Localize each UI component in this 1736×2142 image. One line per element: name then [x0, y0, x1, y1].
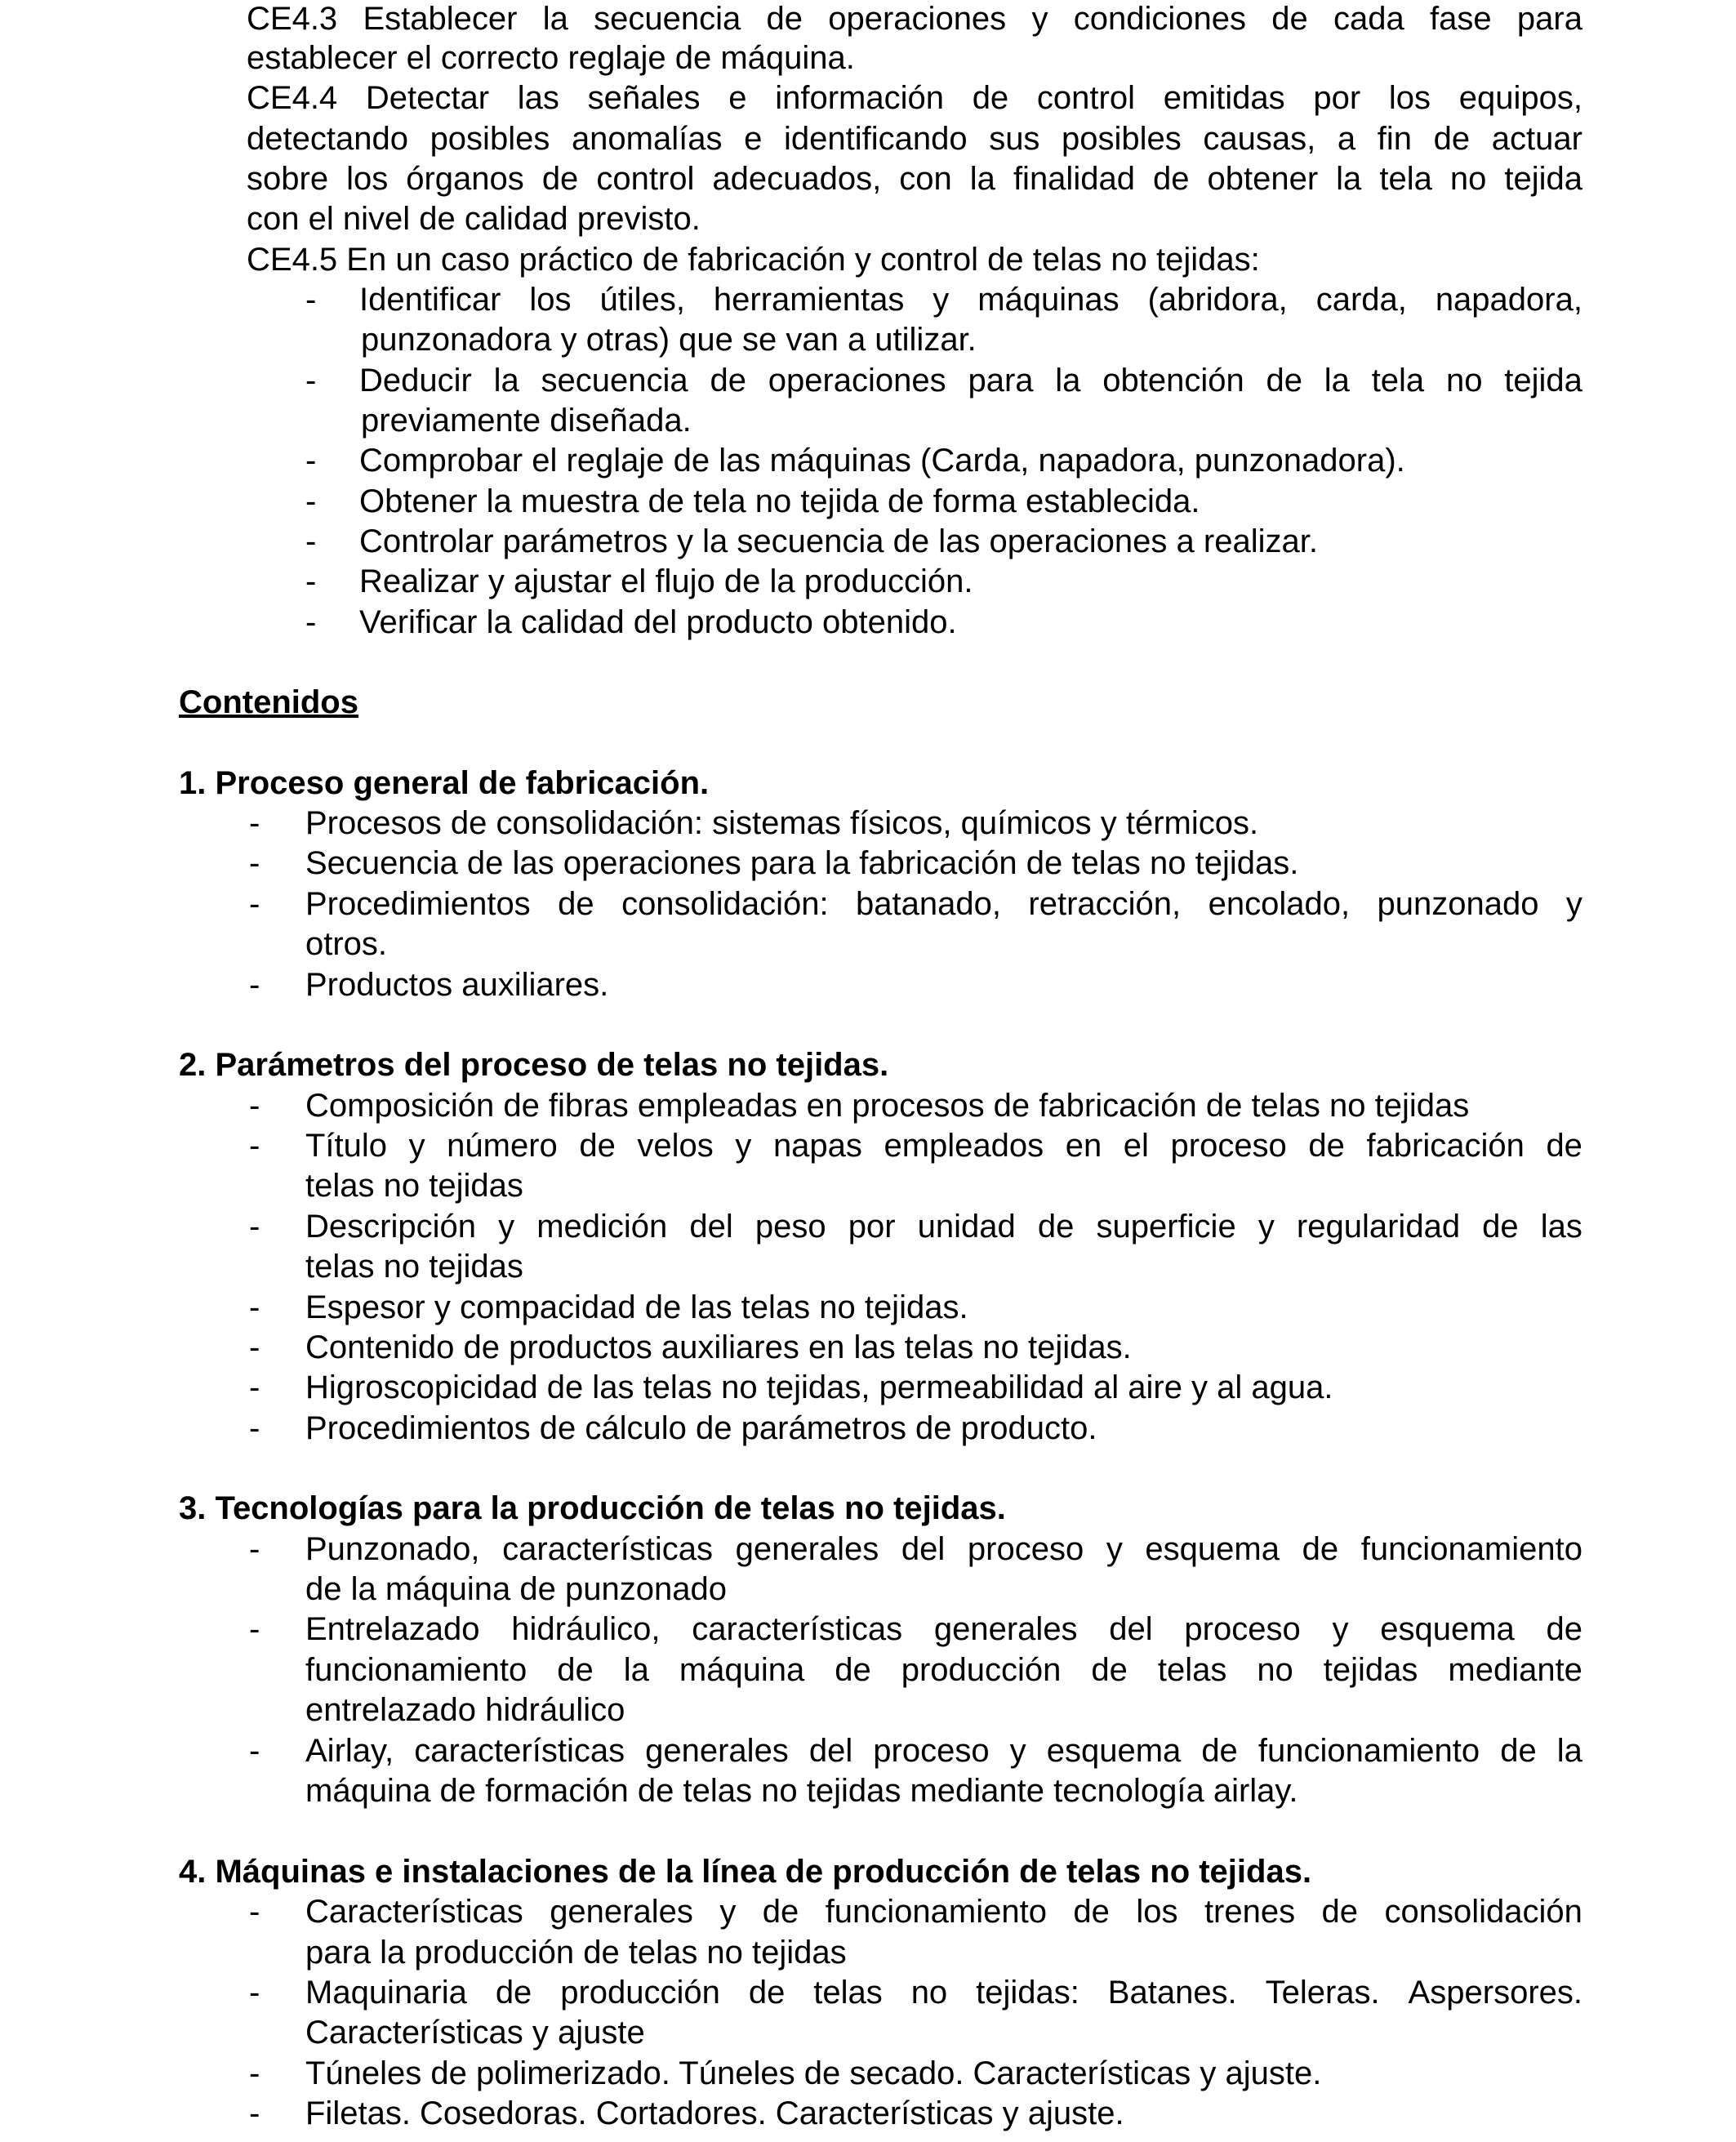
section-2-bullet-dash: - — [249, 1209, 260, 1245]
word: fin — [1377, 121, 1412, 157]
word: tejida — [1504, 161, 1582, 197]
section-2-item-2-line-2: telas no tejidas — [305, 1168, 523, 1204]
ce45-item-4: Obtener la muestra de tela no tejida de forma establecida. — [359, 483, 1200, 519]
section-4-item-2-line-1 — [305, 1972, 1582, 2013]
word: por — [1313, 80, 1361, 116]
word: Teleras. — [1265, 1975, 1380, 2011]
word: de — [766, 1, 803, 37]
section-2-item-6: Higroscopicidad de las telas no tejidas, permeabilidad al aire y al agua. — [305, 1369, 1333, 1405]
word: de — [1271, 1, 1308, 37]
word: condiciones — [1073, 1, 1246, 37]
word: generales — [550, 1894, 693, 1930]
word: el — [1123, 1128, 1149, 1164]
word: batanado, — [856, 886, 1001, 922]
ce44-line-4: con el nivel de calidad previsto. — [247, 201, 701, 237]
word: los — [529, 282, 572, 318]
ce43-line-1 — [247, 0, 1582, 39]
word: anomalías — [571, 121, 723, 157]
word: causas, — [1203, 121, 1316, 157]
word: de — [1152, 161, 1190, 197]
word: finalidad — [1013, 161, 1135, 197]
word: identificando — [783, 121, 968, 157]
ce45-bullet-dash: - — [305, 523, 317, 559]
ce45-bullet-dash: - — [305, 282, 317, 318]
word: de — [579, 1128, 616, 1164]
word: secuencia — [541, 363, 688, 399]
word: máquina — [679, 1652, 805, 1688]
word: esquema — [1380, 1611, 1515, 1647]
word: las — [1540, 1209, 1582, 1245]
word: Entrelazado — [305, 1611, 480, 1647]
word: de — [1201, 1733, 1238, 1769]
word: regularidad — [1296, 1209, 1461, 1245]
word: de — [1433, 121, 1471, 157]
word: Maquinaria — [305, 1975, 467, 2011]
word: de — [1266, 363, 1302, 399]
ce45-item-6: Realizar y ajustar el flujo de la producción. — [359, 563, 973, 599]
word: de — [1073, 1894, 1110, 1930]
section-4-bullet-dash: - — [249, 2055, 260, 2091]
word: consolidación — [1384, 1894, 1582, 1930]
word: Descripción — [305, 1209, 476, 1245]
word: y — [933, 282, 950, 318]
word: proceso — [873, 1733, 990, 1769]
section-3-item-1-line-1 — [305, 1529, 1582, 1570]
ce45-item-5: Controlar parámetros y la secuencia de las operaciones a realizar. — [359, 523, 1318, 559]
word: y — [1257, 1209, 1275, 1245]
word: producción — [560, 1975, 720, 2011]
ce45-item-2-line-1 — [359, 360, 1582, 401]
word: número — [447, 1128, 558, 1164]
word: Punzonado, — [305, 1531, 480, 1567]
word: de — [1321, 1894, 1359, 1930]
section-2-item-3-line-1 — [305, 1206, 1582, 1247]
word: funcionamiento — [1360, 1531, 1582, 1567]
word: generales — [645, 1733, 789, 1769]
word: CE4.3 — [247, 1, 338, 37]
word: secuencia — [594, 1, 741, 37]
word: señales — [587, 80, 701, 116]
word: características — [502, 1531, 713, 1567]
word: telas — [813, 1975, 883, 2011]
word: trenes — [1204, 1894, 1296, 1930]
word: encolado, — [1208, 886, 1351, 922]
word: velos — [637, 1128, 714, 1164]
word: funcionamiento — [1257, 1733, 1480, 1769]
word: e — [744, 121, 763, 157]
word: y — [408, 1128, 425, 1164]
word: características — [692, 1611, 903, 1647]
section-3-bullet-dash: - — [249, 1611, 260, 1647]
word: Establecer — [363, 1, 518, 37]
word: telas — [1157, 1652, 1227, 1688]
section-3-title: 3. Tecnologías para la producción de telas no tejidas. — [179, 1490, 1006, 1526]
section-3-item-2-line-2 — [305, 1650, 1582, 1690]
word: de — [748, 1975, 786, 2011]
section-4-item-1-line-1 — [305, 1891, 1582, 1932]
section-4-bullet-dash: - — [249, 1894, 260, 1930]
word: de — [1500, 1733, 1537, 1769]
word: la — [1055, 363, 1081, 399]
word: del — [901, 1531, 946, 1567]
word: tejidas — [1323, 1652, 1418, 1688]
word: Detectar — [365, 80, 490, 116]
section-1-item-3-line-2: otros. — [305, 926, 388, 962]
section-2-item-7: Procedimientos de cálculo de parámetros de producto. — [305, 1410, 1097, 1446]
section-2-item-4: Espesor y compacidad de las telas no tejidas. — [305, 1289, 968, 1325]
word: los — [346, 161, 389, 197]
word: la — [623, 1652, 649, 1688]
word: información — [775, 80, 944, 116]
word: de — [1091, 1652, 1128, 1688]
section-3-item-3-line-2: máquina de formación de telas no tejidas mediante tecnología airlay. — [305, 1773, 1298, 1809]
word: tela — [1379, 161, 1432, 197]
section-2-item-3-line-2: telas no tejidas — [305, 1249, 523, 1285]
word: para — [1516, 1, 1582, 37]
word: medición — [536, 1209, 668, 1245]
word: de — [835, 1652, 871, 1688]
word: de — [762, 1894, 799, 1930]
word: la — [1336, 161, 1362, 197]
section-2-bullet-dash: - — [249, 1128, 260, 1164]
word: de — [1482, 1209, 1519, 1245]
word: sus — [989, 121, 1040, 157]
word: la — [1556, 1733, 1582, 1769]
word: no — [1449, 161, 1487, 197]
word: del — [808, 1733, 853, 1769]
word: hidráulico, — [511, 1611, 661, 1647]
section-3-bullet-dash: - — [249, 1531, 260, 1567]
word: napas — [772, 1128, 862, 1164]
ce45-bullet-dash: - — [305, 563, 317, 599]
word: características — [414, 1733, 625, 1769]
word: cada — [1333, 1, 1404, 37]
section-2-item-2-line-1 — [305, 1125, 1582, 1166]
ce44-line-2 — [247, 118, 1582, 159]
ce44-line-1 — [247, 78, 1582, 118]
word: napadora, — [1435, 282, 1582, 318]
word: no — [1445, 363, 1483, 399]
word: carda, — [1315, 282, 1407, 318]
word: peso — [754, 1209, 826, 1245]
word: punzonado — [1377, 886, 1539, 922]
section-4-item-3: Túneles de polimerizado. Túneles de secado. Características y ajuste. — [305, 2055, 1322, 2091]
word: por — [848, 1209, 896, 1245]
ce45-bullet-dash: - — [305, 604, 317, 640]
word: y — [1009, 1733, 1026, 1769]
section-3-item-3-line-1 — [305, 1730, 1582, 1771]
contenidos-heading: Contenidos — [179, 684, 358, 720]
word: y — [1031, 1, 1048, 37]
word: los — [1388, 80, 1431, 116]
word: tejidas: — [976, 1975, 1079, 2011]
word: unidad — [917, 1209, 1016, 1245]
section-2-item-5: Contenido de productos auxiliares en las telas no tejidas. — [305, 1329, 1132, 1365]
word: empleados — [884, 1128, 1044, 1164]
word: a — [1337, 121, 1356, 157]
word: generales — [933, 1611, 1078, 1647]
word: operaciones — [768, 363, 946, 399]
word: Deducir — [359, 363, 472, 399]
section-1-title: 1. Proceso general de fabricación. — [179, 765, 710, 801]
word: y — [735, 1128, 752, 1164]
word: para — [968, 363, 1034, 399]
word: de — [1546, 1611, 1582, 1647]
word: máquinas — [977, 282, 1119, 318]
word: y — [1332, 1611, 1349, 1647]
word: (abridora, — [1147, 282, 1288, 318]
section-2-title: 2. Parámetros del proceso de telas no tejidas. — [179, 1047, 889, 1083]
word: de — [557, 1652, 594, 1688]
word: y — [1106, 1531, 1123, 1567]
word: de — [1302, 1531, 1339, 1567]
section-3-item-2-line-3: entrelazado hidráulico — [305, 1692, 625, 1728]
section-4-item-2-line-2: Características y ajuste — [305, 2015, 645, 2051]
word: de — [558, 886, 594, 922]
word: fase — [1430, 1, 1492, 37]
word: superficie — [1096, 1209, 1236, 1245]
word: posibles — [430, 121, 550, 157]
section-4-item-1-line-2: para la producción de telas no tejidas — [305, 1935, 847, 1971]
section-1-bullet-dash: - — [249, 886, 260, 922]
word: Aspersores. — [1408, 1975, 1582, 2011]
section-3-bullet-dash: - — [249, 1733, 260, 1769]
word: Batanes. — [1107, 1975, 1237, 2011]
word: de — [1546, 1128, 1582, 1164]
word: control — [1036, 80, 1135, 116]
word: sobre — [247, 161, 329, 197]
word: obtener — [1207, 161, 1319, 197]
ce45-bullet-dash: - — [305, 443, 317, 479]
word: de — [972, 80, 1009, 116]
ce45-bullet-dash: - — [305, 363, 317, 399]
ce45-intro: CE4.5 En un caso práctico de fabricación y control de telas no tejidas: — [247, 242, 1260, 278]
word: con — [899, 161, 952, 197]
section-4-title: 4. Máquinas e instalaciones de la línea de producción de telas no tejidas. — [179, 1854, 1312, 1890]
word: adecuados, — [712, 161, 882, 197]
section-4-bullet-dash: - — [249, 2095, 260, 2131]
word: la — [493, 363, 519, 399]
word: de — [1037, 1209, 1075, 1245]
word: generales — [735, 1531, 879, 1567]
word: Título — [305, 1128, 388, 1164]
word: la — [969, 161, 995, 197]
section-1-bullet-dash: - — [249, 805, 260, 841]
word: de — [710, 363, 746, 399]
word: esquema — [1145, 1531, 1280, 1567]
section-2-bullet-dash: - — [249, 1410, 260, 1446]
word: Procedimientos — [305, 886, 531, 922]
word: CE4.4 — [247, 80, 338, 116]
word: funcionamiento — [825, 1894, 1047, 1930]
word: Airlay, — [305, 1733, 394, 1769]
ce44-line-3 — [247, 158, 1582, 199]
word: operaciones — [828, 1, 1007, 37]
word: y — [1565, 886, 1582, 922]
section-2-bullet-dash: - — [249, 1329, 260, 1365]
section-1-item-1: Procesos de consolidación: sistemas físicos, químicos y térmicos. — [305, 805, 1259, 841]
word: no — [910, 1975, 948, 2011]
section-2-bullet-dash: - — [249, 1088, 260, 1124]
section-1-bullet-dash: - — [249, 967, 260, 1003]
word: de — [541, 161, 579, 197]
word: posibles — [1062, 121, 1182, 157]
word: obtención — [1102, 363, 1244, 399]
word: la — [1324, 363, 1350, 399]
word: proceso — [1184, 1611, 1301, 1647]
word: emitidas — [1163, 80, 1285, 116]
word: los — [1136, 1894, 1178, 1930]
word: detectando — [247, 121, 408, 157]
word: de — [495, 1975, 532, 2011]
word: órganos — [406, 161, 524, 197]
word: de — [1308, 1128, 1345, 1164]
word: funcionamiento — [305, 1652, 527, 1688]
word: del — [1109, 1611, 1153, 1647]
word: esquema — [1046, 1733, 1182, 1769]
ce45-bullet-dash: - — [305, 483, 317, 519]
word: equipos, — [1458, 80, 1582, 116]
ce43-line-2: establecer el correcto reglaje de máquina. — [247, 40, 855, 76]
section-4-bullet-dash: - — [249, 1975, 260, 2011]
section-2-bullet-dash: - — [249, 1289, 260, 1325]
word: tejida — [1504, 363, 1582, 399]
word: las — [517, 80, 559, 116]
ce45-item-1-line-1 — [359, 279, 1582, 320]
section-2-bullet-dash: - — [249, 1369, 260, 1405]
word: producción — [901, 1652, 1062, 1688]
word: control — [596, 161, 695, 197]
word: Características — [305, 1894, 523, 1930]
word: en — [1065, 1128, 1102, 1164]
section-3-item-2-line-1 — [305, 1609, 1582, 1650]
word: y — [719, 1894, 737, 1930]
ce45-item-3: Comprobar el reglaje de las máquinas (Carda, napadora, punzonadora). — [359, 443, 1405, 479]
section-1-bullet-dash: - — [249, 845, 260, 881]
section-1-item-4: Productos auxiliares. — [305, 967, 609, 1003]
word: retracción, — [1028, 886, 1182, 922]
word: tela — [1371, 363, 1425, 399]
word: proceso — [967, 1531, 1084, 1567]
word: actuar — [1491, 121, 1582, 157]
word: Identificar — [359, 282, 501, 318]
word: y — [498, 1209, 515, 1245]
ce45-item-7: Verificar la calidad del producto obtenido. — [359, 604, 957, 640]
word: del — [689, 1209, 733, 1245]
section-1-item-2: Secuencia de las operaciones para la fabricación de telas no tejidas. — [305, 845, 1299, 881]
section-4-item-4: Filetas. Cosedoras. Cortadores. Características y ajuste. — [305, 2095, 1124, 2131]
word: no — [1257, 1652, 1293, 1688]
word: la — [542, 1, 568, 37]
word: útiles, — [599, 282, 685, 318]
ce45-item-1-line-2: punzonadora y otras) que se van a utilizar. — [361, 322, 977, 358]
section-3-item-1-line-2: de la máquina de punzonado — [305, 1571, 727, 1607]
word: consolidación: — [621, 886, 829, 922]
section-1-item-3-line-1 — [305, 884, 1582, 924]
word: mediante — [1448, 1652, 1582, 1688]
word: fabricación — [1366, 1128, 1525, 1164]
section-2-item-1: Composición de fibras empleadas en procesos de fabricación de telas no tejidas — [305, 1088, 1470, 1124]
word: herramientas — [713, 282, 905, 318]
ce45-item-2-line-2: previamente diseñada. — [361, 403, 692, 439]
word: proceso — [1170, 1128, 1287, 1164]
word: e — [728, 80, 747, 116]
